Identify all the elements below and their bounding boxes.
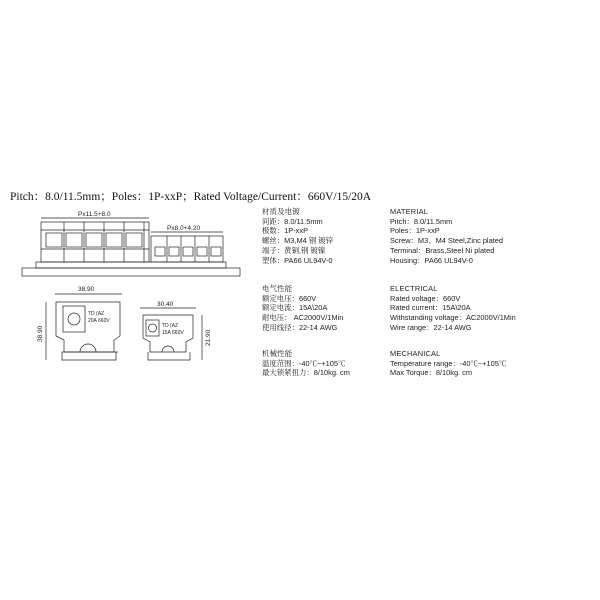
cn-electrical-section xyxy=(262,284,343,333)
cn-material-section xyxy=(262,207,333,265)
cn-mechanical-title: 机械性能 xyxy=(262,349,293,358)
en-mechanical-title: MECHANICAL xyxy=(390,349,441,358)
en-electrical-title: ELECTRICAL xyxy=(390,284,438,293)
en-material-line: Poles：1P-xxP xyxy=(390,226,440,236)
cn-mechanical-line: 温度范围：-40℃~+105℃ xyxy=(262,358,346,368)
en-electrical-line: Wire range：22-14 AWG xyxy=(390,322,472,332)
en-mechanical-line: Temperature range：-40℃~+105℃ xyxy=(390,358,507,368)
block-large-outline xyxy=(41,222,149,262)
base-plate-outline xyxy=(22,268,240,276)
cn-electrical-line: 额定电流：15A\20A xyxy=(262,303,328,313)
large-label-line1: TD (AZ xyxy=(88,311,105,317)
cn-electrical-line: 使用线径：22-14 AWG xyxy=(262,322,338,332)
en-material-section xyxy=(390,207,503,265)
en-mechanical-section xyxy=(390,349,506,378)
pitch-right-label: Px8.0+4.20 xyxy=(167,225,201,232)
side-view-large xyxy=(46,294,122,360)
cn-material-line: 极数：1P-xxP xyxy=(262,226,308,236)
en-material-line: Terminal：Brass,Steel Ni plated xyxy=(390,245,495,255)
en-electrical-section xyxy=(390,284,516,333)
en-material-title: MATERIAL xyxy=(390,207,429,216)
en-material-line: Screw：M3、M4 Steel,Zinc plated xyxy=(390,236,503,246)
spec-headline: Pitch：8.0/11.5mm；Poles：1P-xxP；Rated Voltage/Current：660V/15/20A xyxy=(10,191,372,203)
en-electrical-line: Rated voltage：660V xyxy=(390,293,461,303)
cn-material-line: 端子：黄铜,钢 镀镍 xyxy=(262,245,326,255)
large-terminals xyxy=(46,222,144,262)
pitch-left-label: Px11.5+8.0 xyxy=(78,211,111,218)
cn-material-line: 塑体：PA66 UL94V-0 xyxy=(262,255,333,265)
cn-electrical-title: 电气性能 xyxy=(262,284,293,293)
width-large-label: 38.90 xyxy=(78,286,95,293)
cn-material-title: 材质及电镀 xyxy=(262,207,300,216)
width-small-label: 30.40 xyxy=(157,301,174,308)
en-electrical-line: Rated current：15A\20A xyxy=(390,303,471,313)
large-label-line2: 20A 660V xyxy=(88,318,110,324)
small-label-line1: TD (AZ xyxy=(162,323,179,329)
cn-mechanical-line: 最大锁紧扭力：8/10kg. cm xyxy=(262,368,350,378)
en-material-line: Pitch：8.0/11.5mm xyxy=(390,216,453,226)
cn-material-line: 间距：8.0/11.5mm xyxy=(262,216,323,226)
en-mechanical-line: Max Torque：8/10kg. cm xyxy=(390,368,473,378)
block-small-outline xyxy=(151,236,223,262)
en-electrical-line: Withstanding voltage：AC2000V/1Min xyxy=(390,313,516,323)
cn-material-line: 螺丝：M3,M4 钢 镀锌 xyxy=(262,236,334,246)
small-terminals xyxy=(155,236,221,262)
height-large-label: 38.90 xyxy=(37,325,44,342)
cn-mechanical-section xyxy=(262,349,350,378)
cn-electrical-line: 耐电压： AC2000V/1Min xyxy=(262,313,344,323)
en-material-line: Housing：PA66 UL94V-0 xyxy=(390,255,473,265)
base-rail-outline xyxy=(36,262,226,268)
small-label-line2: 15A 660V xyxy=(162,330,184,336)
height-small-label: 21.90 xyxy=(205,329,212,346)
cn-electrical-line: 额定电压：660V xyxy=(262,293,317,303)
